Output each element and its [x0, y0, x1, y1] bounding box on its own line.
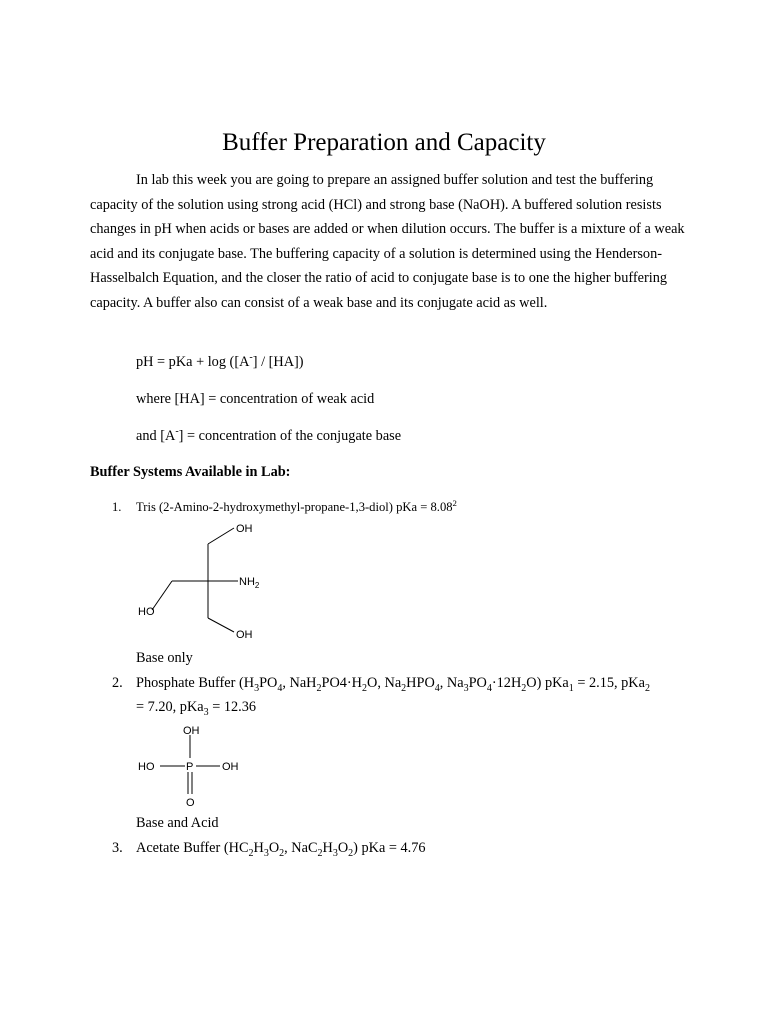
nh2-label: $NH_2$ — [239, 576, 260, 590]
phosphoric-acid-structure-diagram — [130, 720, 270, 812]
tris-note: Base only — [136, 650, 193, 666]
ho-label: HO — [138, 761, 155, 773]
oh-label: OH — [236, 523, 253, 535]
list-number: 1. — [112, 500, 122, 514]
conjugate-base-definition: and [A-] = concentration of the conjugate base — [136, 426, 402, 444]
page-title: Buffer Preparation and Capacity — [222, 129, 546, 156]
phosphate-item-text: Phosphate Buffer ($H_3PO_4$, $NaH_2PO4\cdot H_2O$, $Na_2HPO_4$, $Na_3PO_4\cdot 12H_2O$) pKa$_1$ = 2.15, pKa$_2$ — [136, 675, 650, 694]
phosphate-note: Base and Acid — [136, 815, 219, 831]
henderson-hasselbalch-equation: pH = pKa + log ([A-] / [HA]) — [136, 352, 304, 370]
where-definition: where [HA] = concentration of weak acid — [136, 391, 375, 407]
tris-structure-diagram — [130, 516, 290, 646]
list-number: 3. — [112, 840, 123, 856]
oh-label: OH — [222, 761, 239, 773]
acetate-item-text: Acetate Buffer ($HC_2H_3O_2$, $NaC_2H_3O_2$) pKa = 4.76 — [136, 840, 426, 859]
phosphate-item-text-continued: = 7.20, pKa$_3$ = 12.36 — [136, 699, 257, 718]
phosphorus-label: P — [186, 761, 194, 773]
oh-label: OH — [183, 725, 200, 737]
tris-item-text: Tris (2-Amino-2-hydroxymethyl-propane-1,3-diol) pKa = $8.08^2$ — [136, 497, 457, 514]
intro-text: In lab this week you are going to prepare an assigned buffer solution and test the buffering capacity of the solution using strong acid (HCl) and strong base (NaOH). A buffered solution resists changes in pH when acids or bases are added or when dilution occurs. The buffer is a mixture of a weak acid and its conjugate base. The buffering capacity of a solution is determined using the Henderson-Hasselbalch Equation, and the closer the ratio of acid to conjugate base is to one the higher buffering capacity. A buffer also can consist of a weak base and its conjugate acid as well. — [90, 172, 685, 311]
oh-label: OH — [236, 629, 253, 641]
intro-paragraph — [90, 168, 690, 316]
oxygen-label: O — [186, 797, 195, 809]
ho-label: HO — [138, 606, 155, 618]
section-heading: Buffer Systems Available in Lab: — [90, 464, 291, 480]
list-number: 2. — [112, 675, 123, 691]
